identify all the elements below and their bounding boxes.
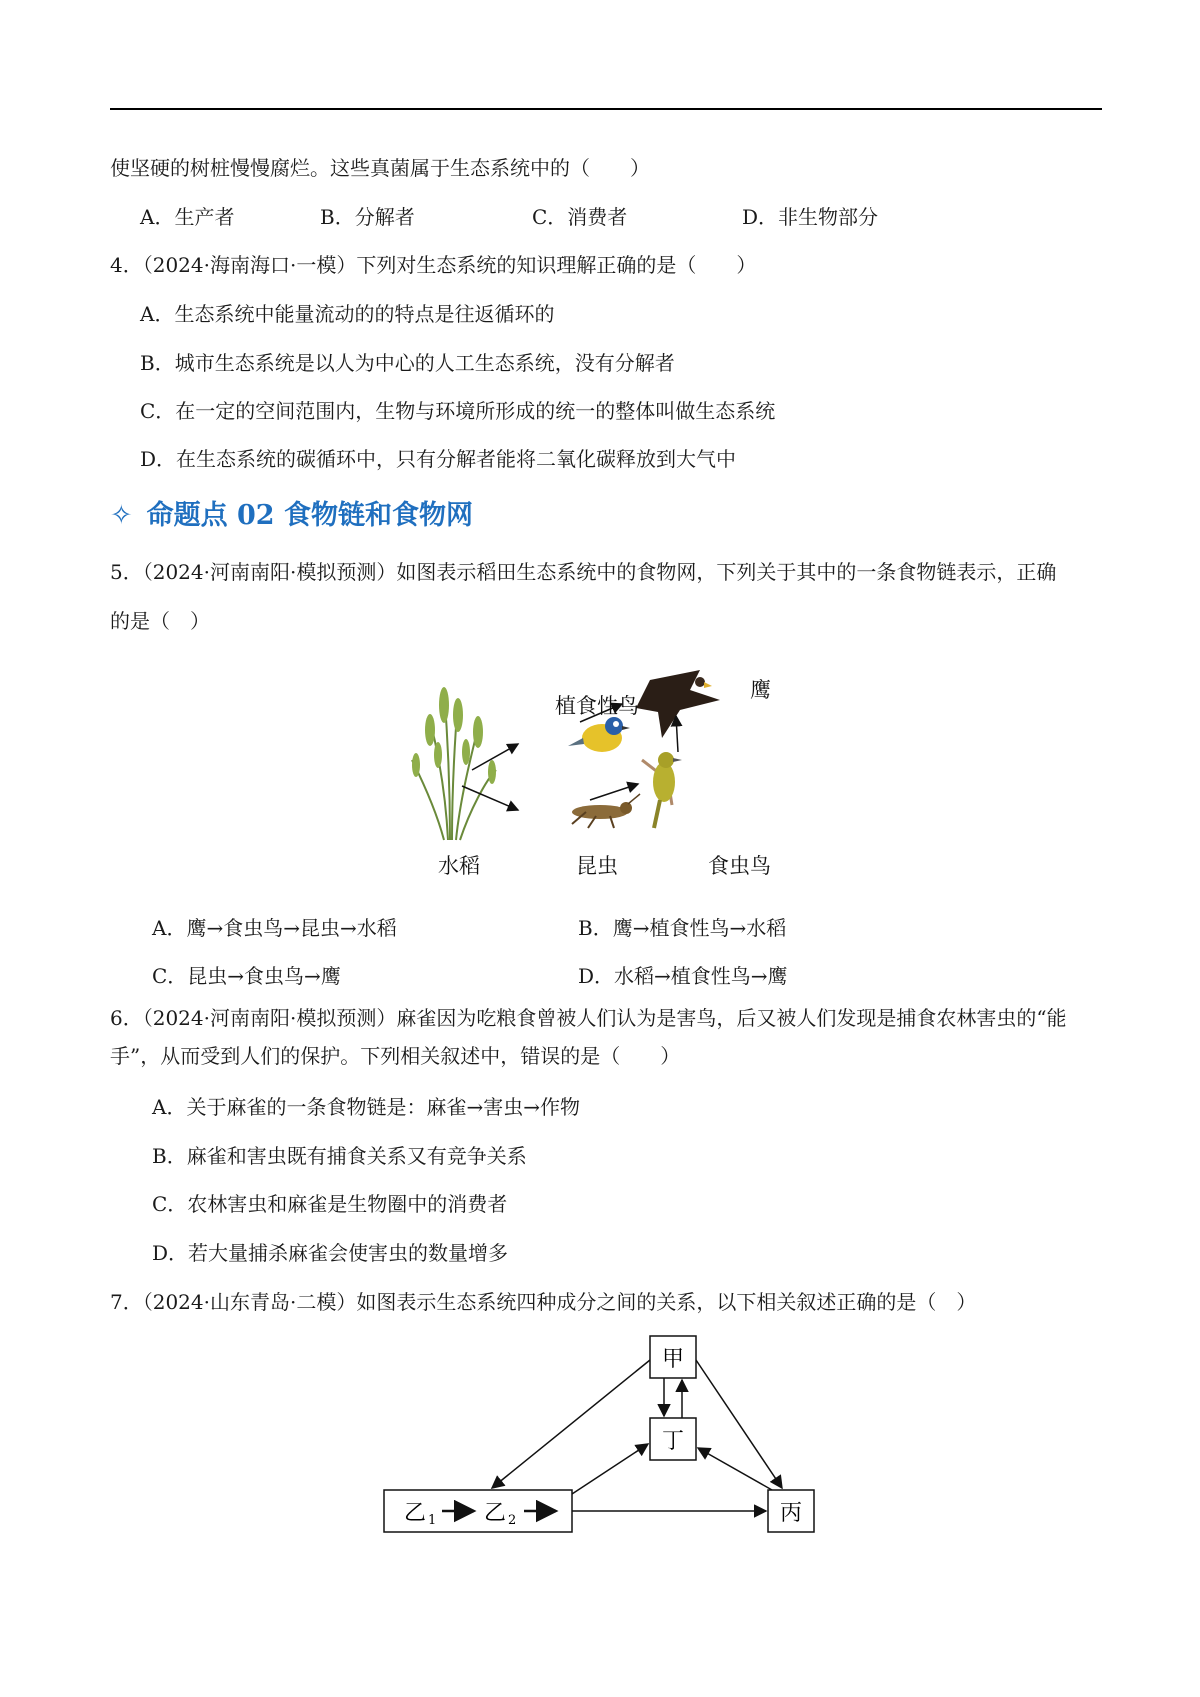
- label-jia: 甲: [661, 1347, 685, 1372]
- label-rice: 水稻: [438, 854, 480, 878]
- arrow-jia-to-yi: [492, 1360, 650, 1488]
- q6-option-a: A．关于麻雀的一条食物链是：麻雀→害虫→作物: [152, 1095, 580, 1119]
- eagle-image: [636, 670, 720, 738]
- arrow-yi-to-ding: [572, 1444, 648, 1494]
- q5-stem-line1: 5．（2024·河南南阳·模拟预测）如图表示稻田生态系统中的食物网，下列关于其中的一条食物链表示，正确: [110, 560, 1057, 584]
- arrow-jia-to-bing: [696, 1360, 782, 1488]
- q5-option-a: A．鹰→食虫鸟→昆虫→水稻: [152, 916, 397, 940]
- q5-stem-line2: 的是（ ）: [110, 609, 210, 633]
- arrow-bing-to-ding: [698, 1448, 772, 1490]
- q6-stem-line2: 手”，从而受到人们的保护。下列相关叙述中，错误的是（ ）: [110, 1044, 681, 1068]
- q6-option-b: B．麻雀和害虫既有捕食关系又有竞争关系: [152, 1144, 527, 1168]
- label-yi1-sub: 1: [428, 1513, 437, 1528]
- q5-option-d: D．水稻→植食性鸟→鹰: [578, 964, 788, 988]
- q6-option-d: D．若大量捕杀麻雀会使害虫的数量增多: [152, 1241, 509, 1265]
- q6-stem-line1: 6．（2024·河南南阳·模拟预测）麻雀因为吃粮食曾被人们认为是害鸟，后又被人们发现是捕食农林害虫的“能: [110, 1006, 1067, 1030]
- sparkle-icon: ✧: [110, 500, 133, 531]
- q3-stem: 使坚硬的树桩慢慢腐烂。这些真菌属于生态系统中的（ ）: [110, 156, 650, 180]
- arrow-insect-to-insectivore: [590, 784, 638, 800]
- label-ding: 丁: [661, 1429, 685, 1454]
- section-title: 命题点 02 食物链和食物网: [146, 500, 473, 531]
- label-insectivore-bird: 食虫鸟: [708, 854, 771, 878]
- label-insect: 昆虫: [576, 854, 618, 878]
- q4-option-b: B．城市生态系统是以人为中心的人工生态系统，没有分解者: [140, 351, 675, 375]
- header-rule: [110, 108, 1102, 110]
- q5-option-b: B．鹰→植食性鸟→水稻: [578, 916, 787, 940]
- q7-stem: 7．（2024·山东青岛·二模）如图表示生态系统四种成分之间的关系，以下相关叙述正确的是（ ）: [110, 1290, 977, 1314]
- q6-option-c: C．农林害虫和麻雀是生物圈中的消费者: [152, 1192, 508, 1216]
- q4-stem: 4．（2024·海南海口·一模）下列对生态系统的知识理解正确的是（ ）: [110, 253, 757, 277]
- label-yi2: 乙: [484, 1501, 507, 1526]
- ecosystem-diagram: [380, 1330, 830, 1540]
- q3-option-a: A．生产者: [140, 205, 235, 229]
- section-heading: [110, 498, 473, 534]
- arrow-insectivore-to-eagle: [676, 716, 678, 752]
- label-yi2-sub: 2: [508, 1513, 517, 1528]
- label-herbivore-bird: 植食性鸟: [555, 694, 639, 718]
- label-eagle: 鹰: [750, 678, 771, 702]
- q4-option-c: C．在一定的空间范围内，生物与环境所形成的统一的整体叫做生态系统: [140, 399, 776, 423]
- insect-image: [572, 794, 640, 828]
- q3-option-d: D．非生物部分: [742, 205, 879, 229]
- herbivore-bird-image: [568, 717, 630, 752]
- q4-option-a: A．生态系统中能量流动的的特点是往返循环的: [140, 302, 555, 326]
- label-yi1: 乙: [404, 1501, 427, 1526]
- q3-option-b: B．分解者: [320, 205, 415, 229]
- q4-option-d: D．在生态系统的碳循环中，只有分解者能将二氧化碳释放到大气中: [140, 447, 737, 471]
- q5-option-c: C．昆虫→食虫鸟→鹰: [152, 964, 341, 988]
- insectivore-bird-image: [642, 752, 682, 828]
- arrow-rice-to-insect: [462, 786, 518, 810]
- label-bing: 丙: [779, 1501, 803, 1526]
- q3-option-c: C．消费者: [532, 205, 628, 229]
